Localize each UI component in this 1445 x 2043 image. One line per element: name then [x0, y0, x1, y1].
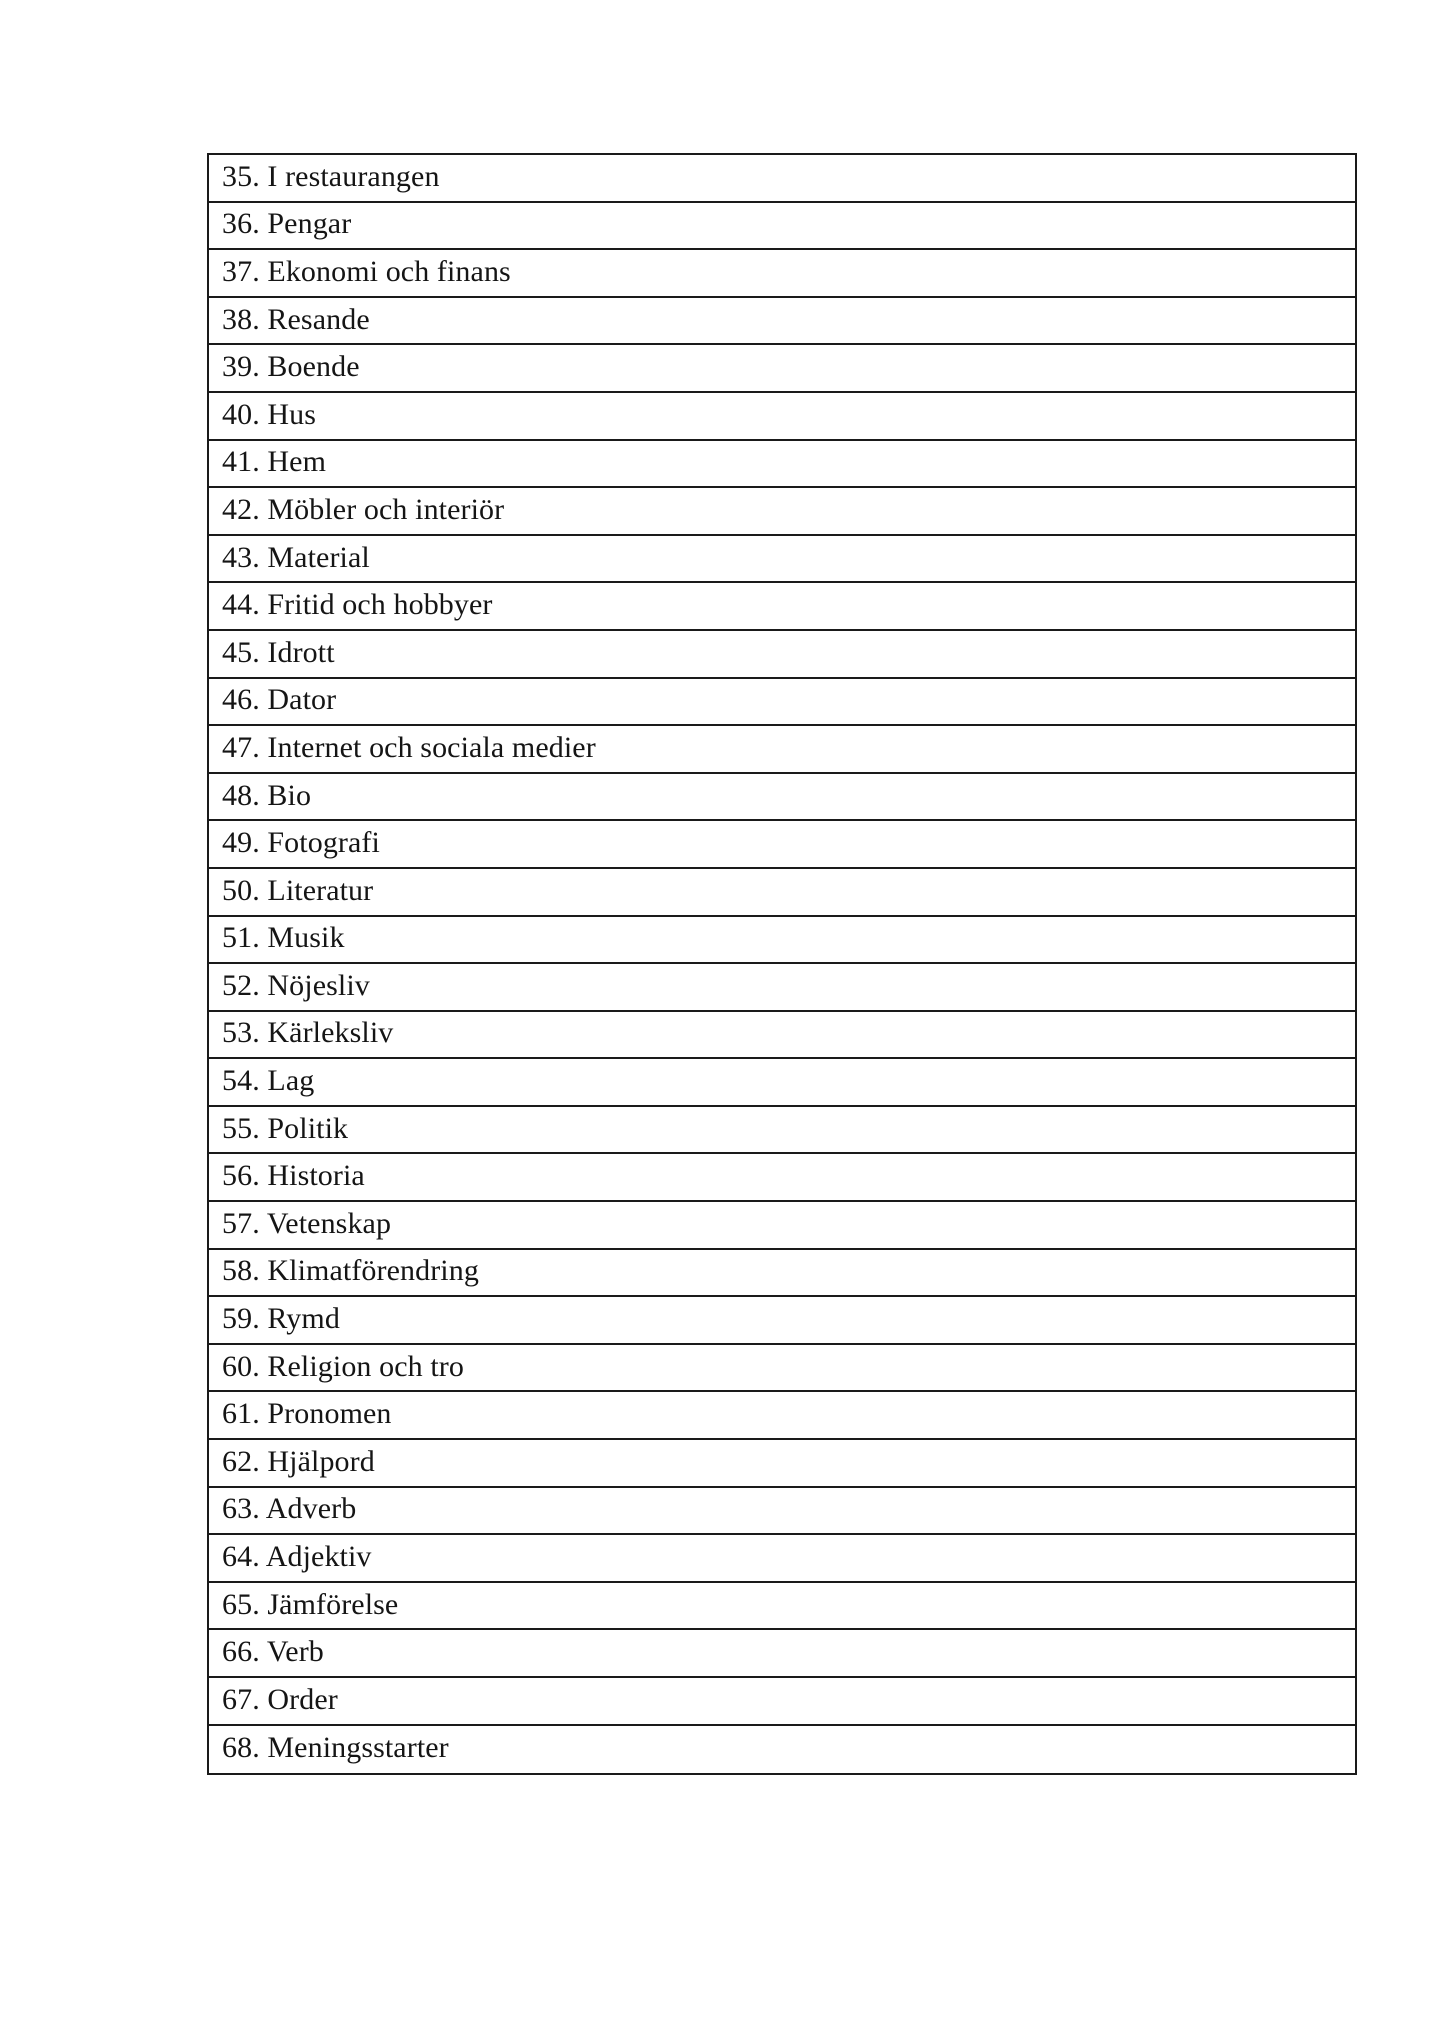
chapter-entry: 36. Pengar: [222, 207, 352, 241]
chapter-entry: 40. Hus: [222, 397, 317, 431]
table-row: [209, 155, 1355, 203]
chapter-entry: 57. Vetenskap: [222, 1206, 392, 1240]
table-row: [209, 1678, 1355, 1726]
chapter-entry: 48. Bio: [222, 778, 312, 812]
table-row: [209, 917, 1355, 965]
chapter-entry: 38. Resande: [222, 302, 370, 336]
table-row: [209, 488, 1355, 536]
chapter-entry: 52. Nöjesliv: [222, 968, 370, 1002]
chapter-entry: 67. Order: [222, 1682, 338, 1716]
chapter-entry: 41. Hem: [222, 445, 327, 479]
chapter-entry: 39. Boende: [222, 350, 360, 384]
table-row: [209, 583, 1355, 631]
table-row: [209, 1726, 1355, 1774]
chapter-entry: 54. Lag: [222, 1064, 315, 1098]
chapter-entry: 42. Möbler och interiör: [222, 492, 505, 526]
chapter-entry: 44. Fritid och hobbyer: [222, 588, 493, 622]
chapter-entry: 65. Jämförelse: [222, 1587, 399, 1621]
chapter-entry: 45. Idrott: [222, 635, 335, 669]
table-row: [209, 1535, 1355, 1583]
table-row: [209, 1583, 1355, 1631]
chapter-entry: 53. Kärleksliv: [222, 1016, 394, 1050]
table-row: [209, 298, 1355, 346]
chapter-entry: 46. Dator: [222, 683, 337, 717]
table-row: [209, 821, 1355, 869]
table-row: [209, 726, 1355, 774]
table-row: [209, 1440, 1355, 1488]
table-row: [209, 1392, 1355, 1440]
chapter-entry: 64. Adjektiv: [222, 1540, 372, 1574]
chapter-entry: 58. Klimatförendring: [222, 1254, 479, 1288]
chapter-entry: 62. Hjälpord: [222, 1444, 375, 1478]
table-row: [209, 631, 1355, 679]
chapter-entry: 43. Material: [222, 540, 370, 574]
chapter-entry: 47. Internet och sociala medier: [222, 730, 596, 764]
chapter-entry: 66. Verb: [222, 1635, 324, 1669]
chapter-entry: 60. Religion och tro: [222, 1349, 464, 1383]
table-row: [209, 203, 1355, 251]
table-row: [209, 1059, 1355, 1107]
chapter-entry: 51. Musik: [222, 921, 345, 955]
table-row: [209, 1297, 1355, 1345]
contents-table: [207, 153, 1357, 1775]
chapter-entry: 68. Meningsstarter: [222, 1731, 449, 1765]
table-row: [209, 1488, 1355, 1536]
table-row: [209, 679, 1355, 727]
chapter-entry: 61. Pronomen: [222, 1397, 392, 1431]
chapter-entry: 56. Historia: [222, 1159, 365, 1193]
table-row: [209, 250, 1355, 298]
table-row: [209, 964, 1355, 1012]
chapter-entry: 55. Politik: [222, 1111, 349, 1145]
table-row: [209, 1154, 1355, 1202]
chapter-entry: 35. I restaurangen: [222, 159, 440, 193]
chapter-entry: 37. Ekonomi och finans: [222, 254, 511, 288]
chapter-entry: 49. Fotografi: [222, 826, 380, 860]
table-row: [209, 1630, 1355, 1678]
chapter-entry: 59. Rymd: [222, 1302, 340, 1336]
table-row: [209, 345, 1355, 393]
chapter-entry: 50. Literatur: [222, 873, 374, 907]
table-row: [209, 1202, 1355, 1250]
table-row: [209, 1345, 1355, 1393]
table-row: [209, 869, 1355, 917]
table-row: [209, 1250, 1355, 1298]
table-row: [209, 1107, 1355, 1155]
table-row: [209, 393, 1355, 441]
table-row: [209, 774, 1355, 822]
chapter-entry: 63. Adverb: [222, 1492, 357, 1526]
table-row: [209, 441, 1355, 489]
table-row: [209, 536, 1355, 584]
table-row: [209, 1012, 1355, 1060]
